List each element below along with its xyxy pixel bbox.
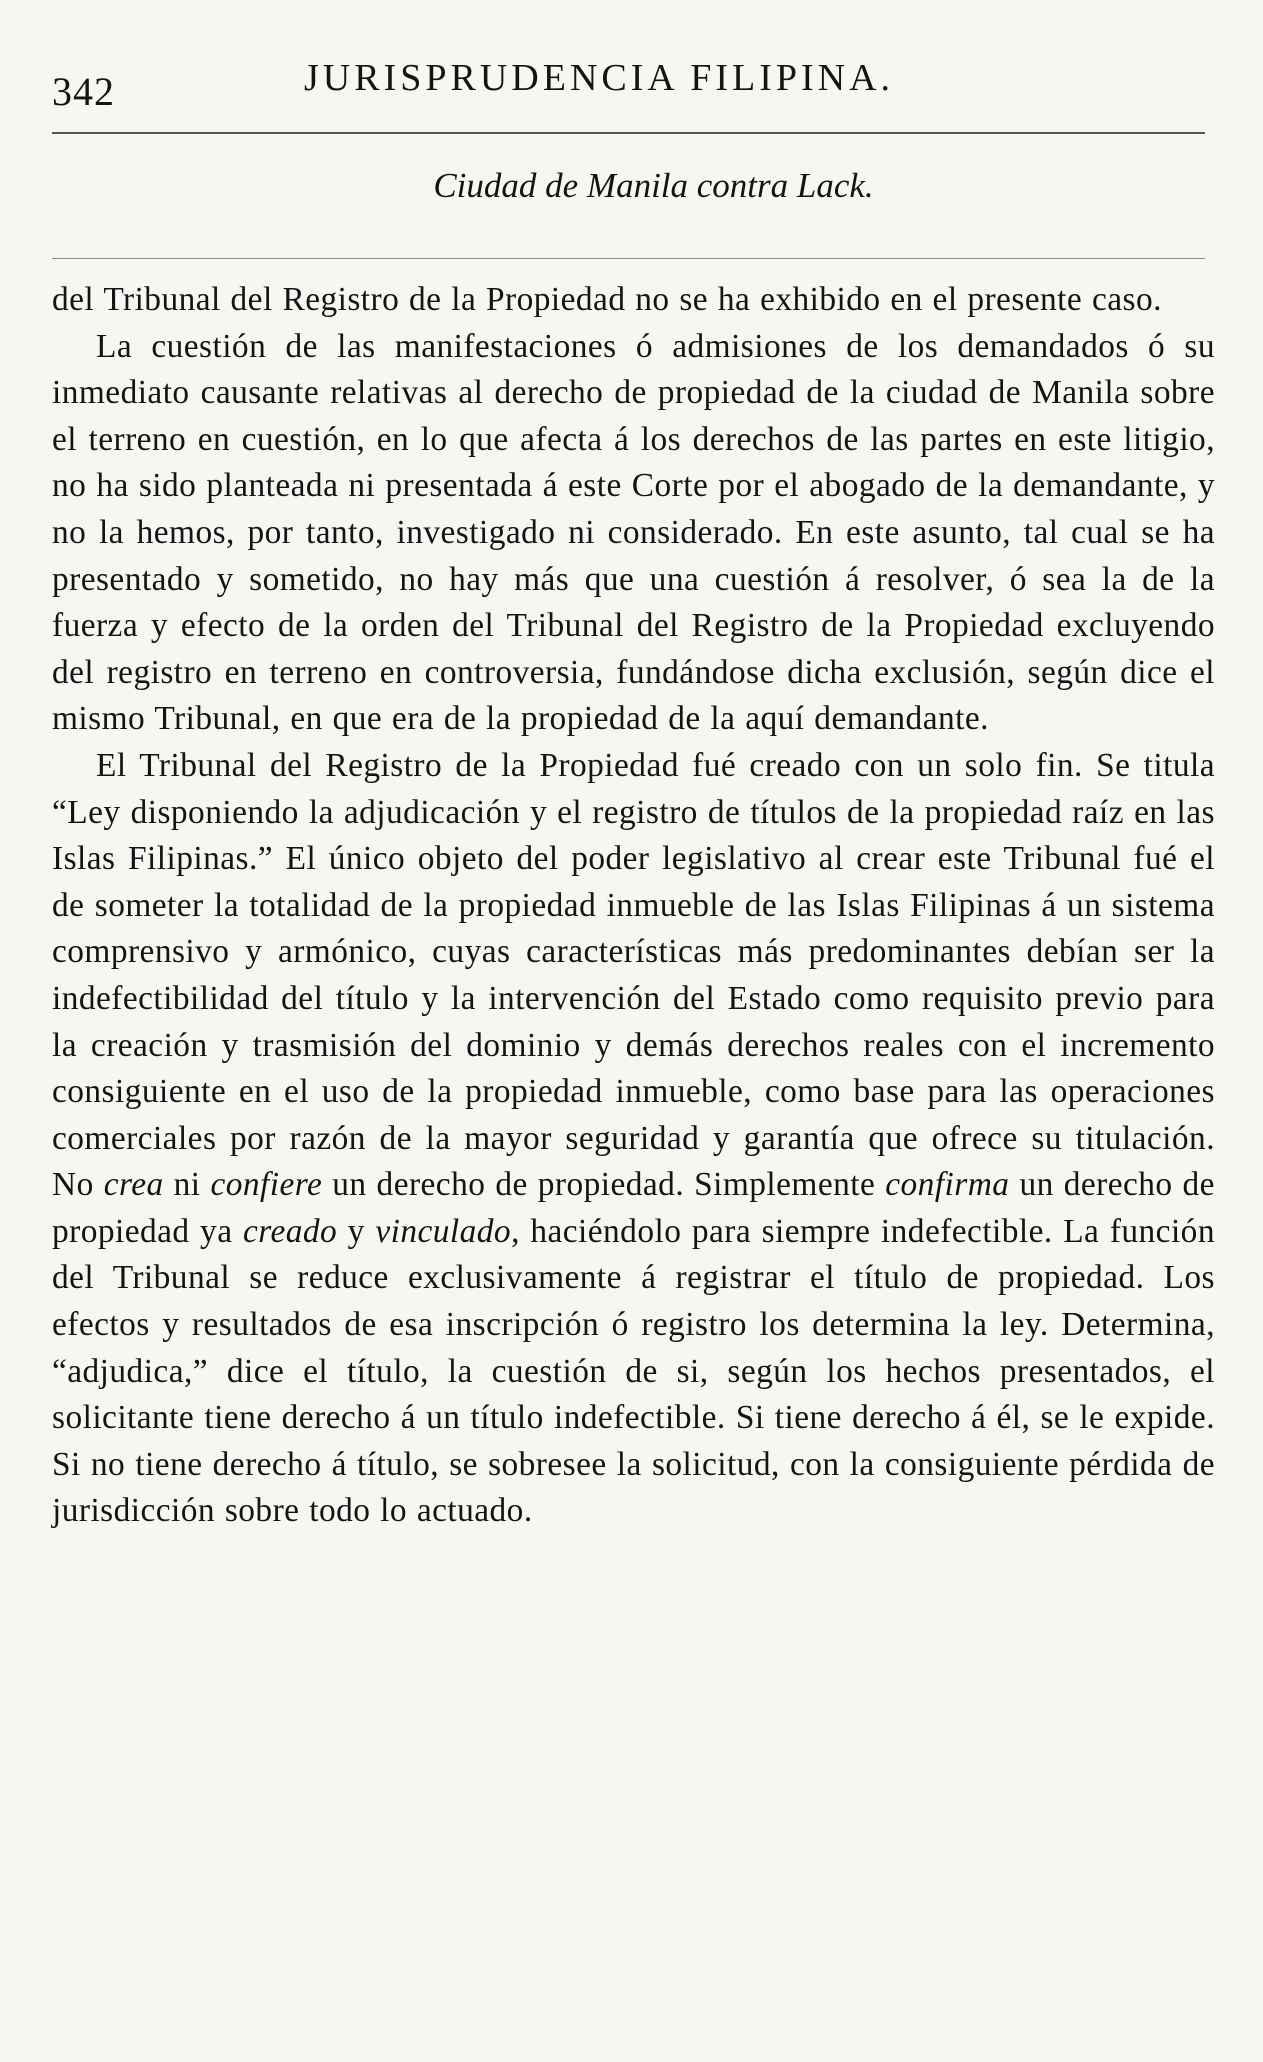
paragraph-3-segment-3: un derecho de propiedad. Simplemente [332,1166,876,1204]
emphasis-vinculado: vinculado [375,1212,512,1250]
emphasis-creado: creado [242,1212,338,1250]
paragraph-3-segment-6: , haciéndolo para siempre indefectible. La función del Tribunal se reduce exclusivamente á registrar el título de propiedad. Los efectos y resultados de esa inscripción ó registro los determina la ley. Determina, “adjudica,” dice el título, la cuestión de si, según los hechos presentados, el solicitante tiene derecho á un título indefectible. Si tiene derecho á él, se le expide. Si no tiene derecho á título, se sobresee la solicitud, con la consiguiente pérdida de jurisdicción sobre todo lo actuado. [52,1212,1215,1530]
body-text [52,277,1215,1535]
emphasis-confiere: confiere [210,1166,323,1204]
paragraph-1: del Tribunal del Registro de la Propiedad no se ha exhibido en el presente caso. [52,281,1162,318]
emphasis-crea: crea [103,1166,164,1204]
case-title: Ciudad de Manila contra Lack. [433,166,874,205]
paragraph-2: La cuestión de las manifestaciones ó admisiones de los demandados ó su inmediato causante relativas al derecho de propiedad de la ciudad de Manila sobre el terreno en cuestión, en lo que afecta á los derechos de las partes en este litigio, no ha sido planteada ni presentada á este Corte por el abogado de la demandante, y no la hemos, por tanto, investigado ni considerado. En este asunto, tal cual se ha presentado y sometido, no hay más que una cuestión á resolver, ó sea la de la fuerza y efecto de la orden del Tribunal del Registro de la Propiedad excluyendo del registro en terreno en controversia, fundándose dicha exclusión, según dice el mismo Tribunal, en que era de la propiedad de la aquí demandante. [52,327,1215,738]
page-header [52,38,1215,118]
page-number: 342 [52,69,115,114]
header-rule [52,132,1205,134]
paragraph-3-segment-5: y [347,1212,365,1250]
paragraph-3-segment-4: un derecho de propiedad ya [52,1166,1215,1250]
paragraph-3 [52,743,1215,1535]
paragraph-3-segment-2: ni [173,1166,201,1204]
emphasis-confirma: confirma [885,1166,1010,1204]
paragraph-3-segment-1: El Tribunal del Registro de la Propiedad fué creado con un solo fin. Se titula “Ley disponiendo la adjudicación y el registro de títulos de la propiedad raíz en las Islas Filipinas.” El único objeto del poder legislativo al crear este Tribunal fué el de someter la totalidad de la propiedad inmueble de las Islas Filipinas á un sistema comprensivo y armónico, cuyas características más predominantes debían ser la indefectibilidad del título y la intervención del Estado como requisito previo para la creación y trasmisión del dominio y demás derechos reales con el incremento consiguiente en el uso de la propiedad inmueble, como base para las operaciones comerciales por razón de la mayor seguridad y garantía que ofrece su titulación. No [52,746,1215,1204]
subtitle-rule [52,258,1205,259]
running-title: JURISPRUDENCIA FILIPINA. [304,57,895,99]
